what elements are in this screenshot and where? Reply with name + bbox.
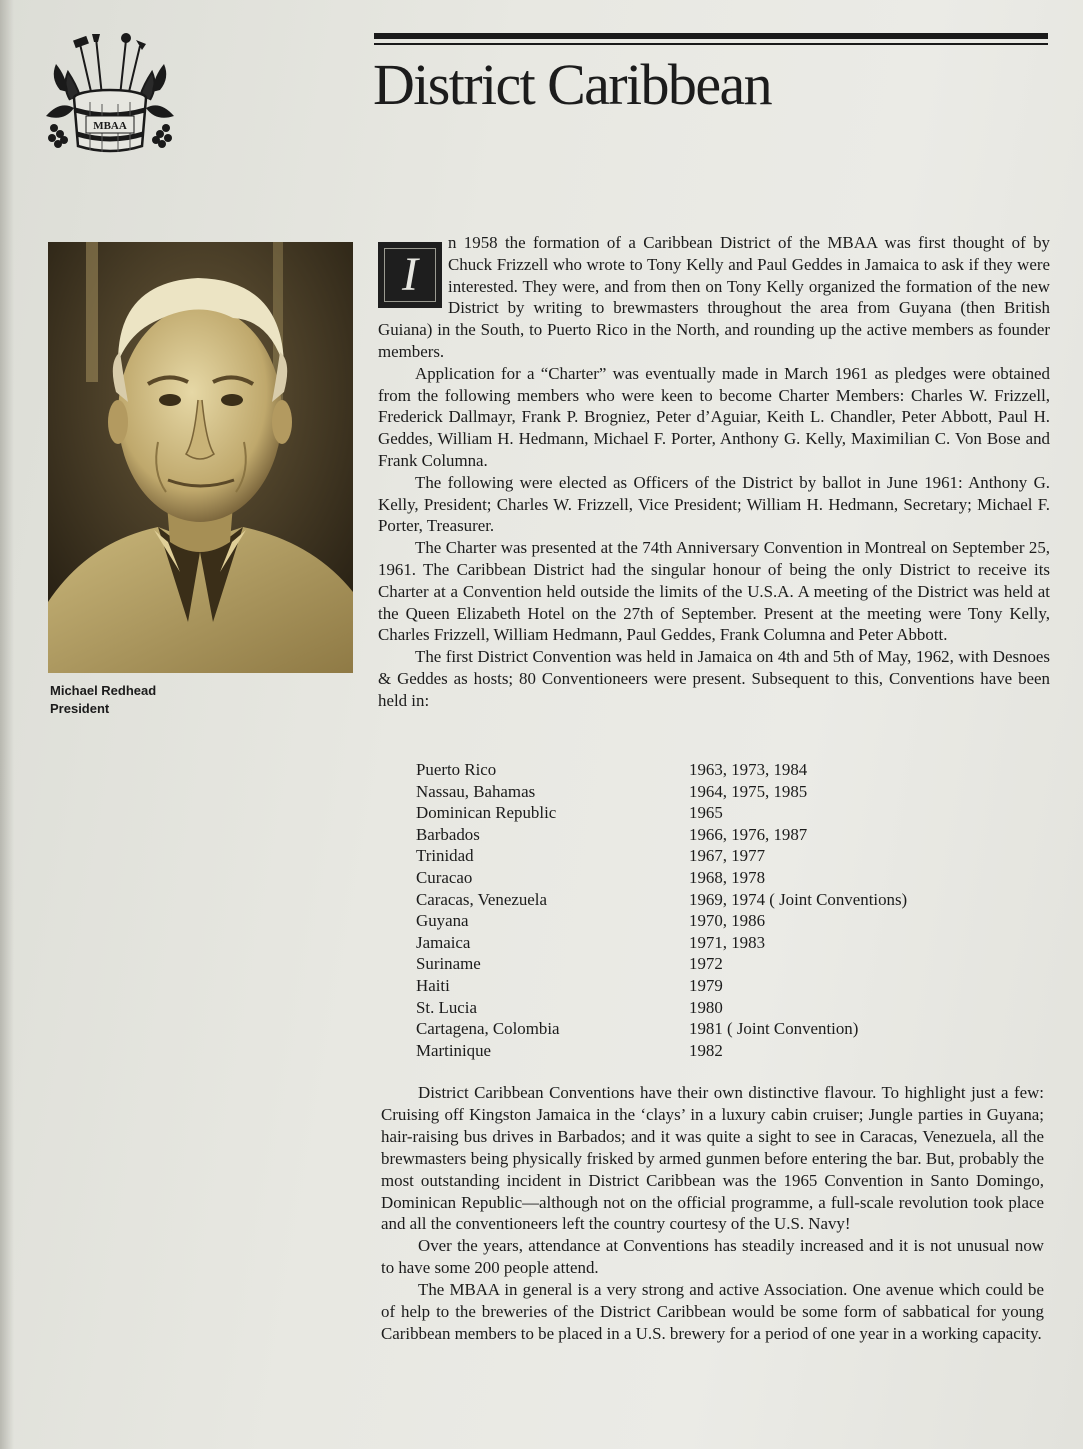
convention-place: Guyana — [416, 911, 469, 931]
article-paragraph: The first District Convention was held in Jamaica on 4th and 5th of May, 1962, with Desnoes & Geddes as hosts; 80 Conventioneers were present. Subsequent to this, Conventions have been held in: — [378, 647, 1050, 710]
convention-place: Suriname — [416, 954, 481, 974]
convention-years: 1965 — [689, 803, 723, 823]
caption-name: Michael Redhead — [50, 683, 157, 698]
header-rule-thin — [374, 43, 1048, 45]
convention-place: Trinidad — [416, 846, 474, 866]
convention-years: 1971, 1983 — [689, 932, 766, 952]
header-rule-thick — [374, 33, 1048, 39]
convention-place: Martinique — [416, 1040, 492, 1060]
portrait-photo — [48, 242, 353, 673]
convention-place: Haiti — [416, 975, 450, 995]
closing-paragraph: The MBAA in general is a very strong and active Association. One avenue which could be of help to the breweries of the District Caribbean would be some form of sabbatical for young Caribbean members to be placed in a U.S. brewery for a period of one year in a working capacity. — [381, 1280, 1044, 1343]
convention-years: 1979 — [689, 975, 723, 995]
drop-cap-initial — [378, 242, 442, 308]
mbaa-emblem-logo — [40, 30, 180, 160]
table-row — [416, 953, 907, 975]
table-row — [416, 975, 907, 997]
convention-years: 1970, 1986 — [689, 911, 766, 931]
convention-years: 1972 — [689, 954, 723, 974]
table-row — [416, 759, 907, 781]
portrait-illustration — [48, 242, 353, 673]
article-paragraph: The following were elected as Officers of the District by ballot in June 1961: Anthony G. Kelly, President; Charles W. Frizzell, Vice President; William H. Hedmann, Secretary; Michael F. Porter, Treasurer. — [378, 472, 1050, 536]
convention-years: 1963, 1973, 1984 — [689, 760, 808, 779]
table-row — [416, 910, 907, 932]
table-row — [416, 997, 907, 1019]
article-paragraph: The Charter was presented at the 74th Anniversary Convention in Montreal on September 25, 1961. The Caribbean District had the singular honour of being the only District to receive its Charter at a Convention held outside the limits of the U.S.A. A meeting of the District was held at the Queen Elizabeth Hotel on the 27th of September. Present at the meeting were Tony Kelly, Charles Frizzell, William Hedmann, Paul Geddes, Frank Columna and Peter Abbott. — [378, 538, 1050, 645]
convention-place: St. Lucia — [416, 997, 477, 1017]
table-row — [416, 802, 907, 824]
article-paragraph: Application for a “Charter” was eventually made in March 1961 as pledges were obtained from the following members who were keen to become Charter Members: Charles W. Frizzell, Frederick Dallmayr, Frank P. Brogniez, Peter d’Aguiar, Keith L. Chandler, Peter Abbott, Paul H. Geddes, William H. Hedmann, Michael F. Porter, Anthony G. Kelly, Maximilian C. Von Bose and Frank Columna. — [378, 363, 1050, 470]
convention-years: 1966, 1976, 1987 — [689, 824, 808, 844]
convention-years: 1964, 1975, 1985 — [689, 781, 808, 801]
drop-cap-letter: I — [402, 248, 418, 301]
table-row — [416, 781, 907, 803]
convention-place: Jamaica — [416, 932, 471, 952]
convention-years: 1982 — [689, 1040, 723, 1060]
article-body — [378, 232, 1050, 712]
conventions-table — [416, 759, 907, 1061]
table-row — [416, 845, 907, 867]
convention-place: Cartagena, Colombia — [416, 1019, 560, 1039]
table-row — [416, 1018, 907, 1040]
convention-place: Dominican Republic — [416, 803, 557, 823]
convention-place: Puerto Rico — [416, 760, 497, 779]
closing-paragraph: District Caribbean Conventions have their own distinctive flavour. To highlight just a few: Cruising off Kingston Jamaica in the ‘clays’ in a luxury cabin cruiser; Jungle parties in Guyana; hair-raising bus drives in Barbados; and it was quite a sight to see in Caracas, Venezuela, all the brewmasters being physically frisked by armed gunmen before entering the bar. But, probably the most outstanding incident in District Caribbean was the 1965 Convention in Santo Domingo, Dominican Republic—although not on the official programme, a full-scale revolution took place and all the conventioneers left the country courtesy of the U.S. Navy! — [381, 1083, 1044, 1234]
convention-years: 1969, 1974 ( Joint Conventions) — [689, 889, 908, 909]
table-row — [416, 824, 907, 846]
page-edge-shadow — [0, 0, 14, 1449]
convention-years: 1980 — [689, 997, 723, 1017]
convention-years: 1981 ( Joint Convention) — [689, 1019, 859, 1039]
convention-place: Barbados — [416, 824, 480, 844]
photo-caption — [50, 682, 156, 718]
convention-place: Caracas, Venezuela — [416, 889, 547, 909]
table-row — [416, 867, 907, 889]
logo-text: MBAA — [93, 120, 127, 132]
convention-place: Nassau, Bahamas — [416, 781, 536, 801]
convention-years: 1968, 1978 — [689, 867, 766, 887]
table-row — [416, 889, 907, 911]
article-closing — [381, 1082, 1044, 1345]
article-paragraph: n 1958 the formation of a Caribbean District of the MBAA was first thought of by Chuck Frizzell who wrote to Tony Kelly and Paul Geddes in Jamaica to ask if they were interested. They were, and from then on Tony Kelly organized the formation of the new District by writing to brewmasters throughout the area from Guyana (then British Guiana) in the South, to Puerto Rico in the North, and rounding up the active members as founder members. — [378, 233, 1050, 361]
page-title: District Caribbean — [373, 52, 772, 117]
convention-place: Curacao — [416, 867, 473, 887]
closing-paragraph: Over the years, attendance at Conventions has steadily increased and it is not unusual now to have some 200 people attend. — [381, 1236, 1044, 1278]
caption-role: President — [50, 701, 110, 716]
table-row — [416, 1040, 907, 1062]
table-row — [416, 932, 907, 954]
convention-years: 1967, 1977 — [689, 846, 766, 866]
